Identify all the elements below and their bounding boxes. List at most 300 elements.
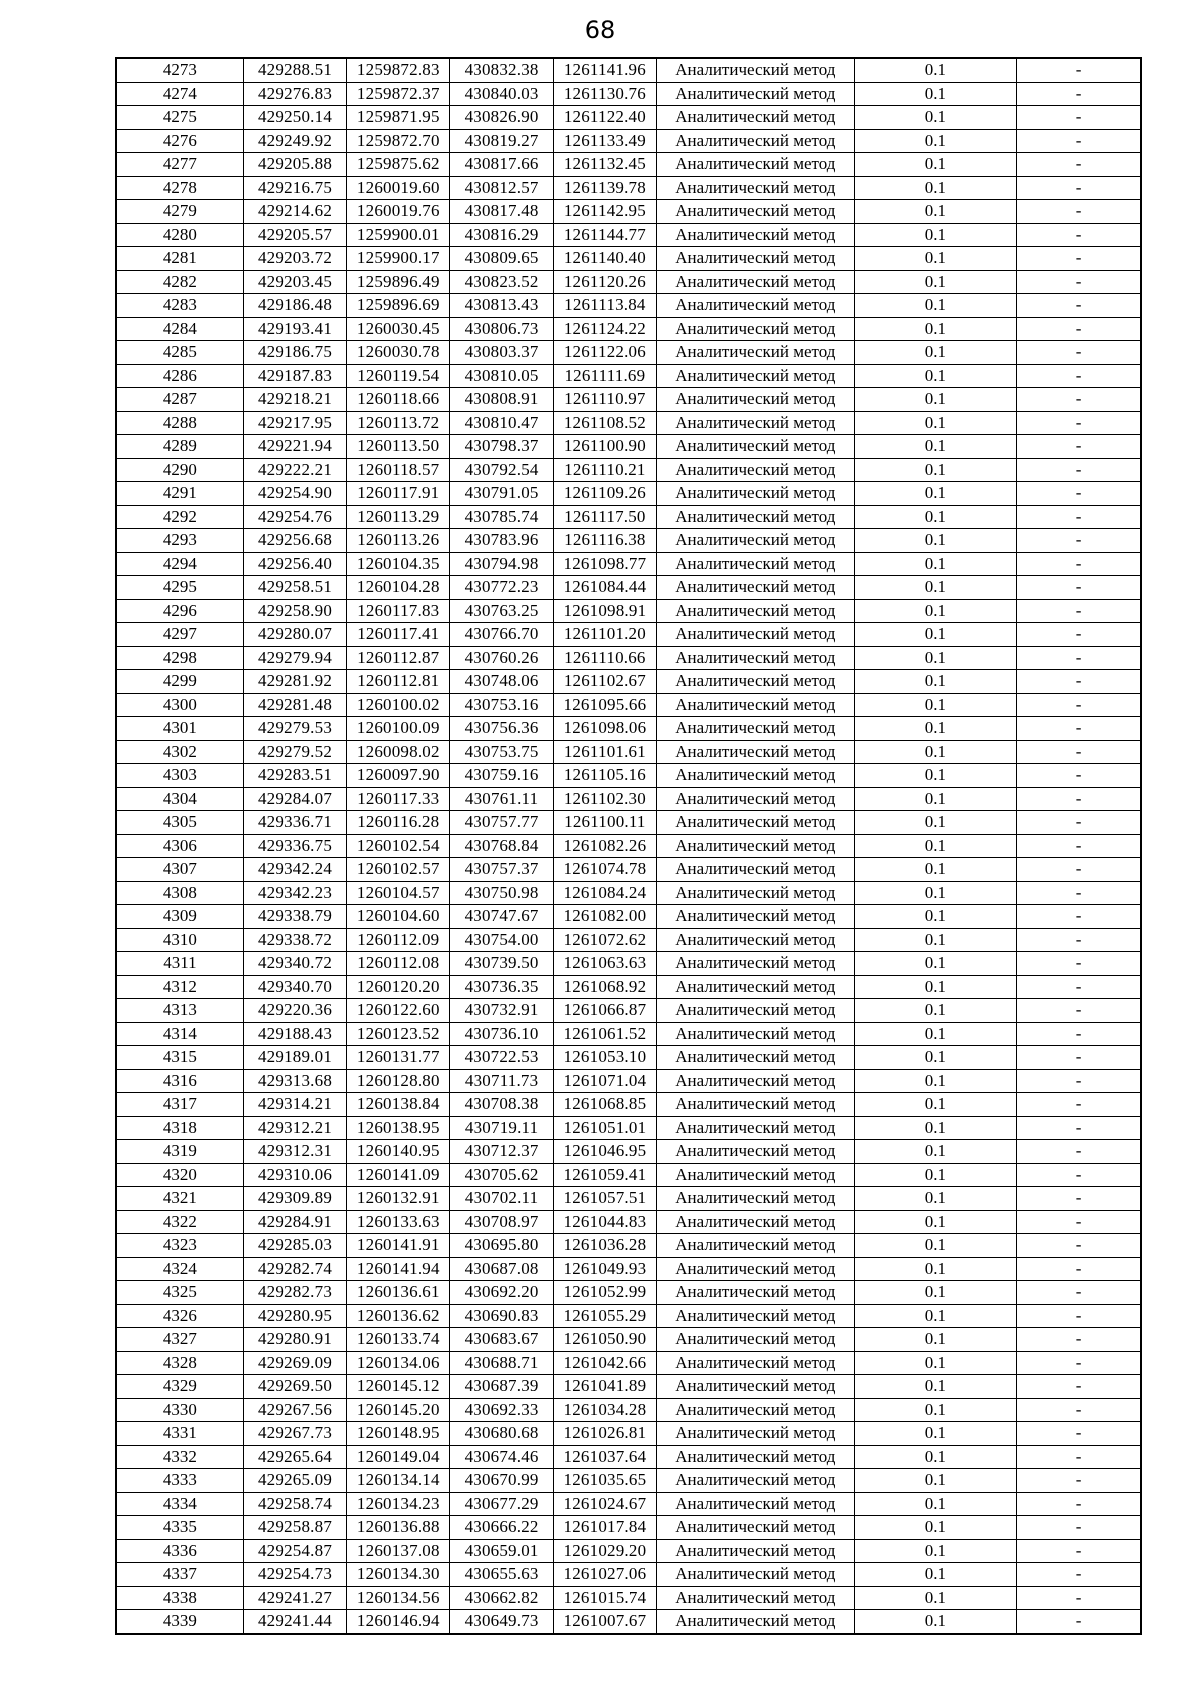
method-cell: Аналитический метод	[657, 482, 855, 506]
point-number-cell: 4319	[116, 1140, 243, 1164]
point-number-cell: 4280	[116, 223, 243, 247]
table-row	[116, 1375, 1141, 1399]
point-number-cell: 4273	[116, 58, 243, 82]
error-cell: 0.1	[854, 1140, 1016, 1164]
y2-cell: 1261071.04	[553, 1069, 656, 1093]
error-cell: 0.1	[854, 1539, 1016, 1563]
method-cell: Аналитический метод	[657, 1187, 855, 1211]
y2-cell: 1261111.69	[553, 364, 656, 388]
point-number-cell: 4329	[116, 1375, 243, 1399]
method-cell: Аналитический метод	[657, 223, 855, 247]
error-cell: 0.1	[854, 1093, 1016, 1117]
y2-cell: 1261035.65	[553, 1469, 656, 1493]
y2-cell: 1261046.95	[553, 1140, 656, 1164]
table-row	[116, 1140, 1141, 1164]
x2-cell: 430747.67	[450, 905, 553, 929]
y1-cell: 1260145.20	[347, 1398, 450, 1422]
y1-cell: 1260104.35	[347, 552, 450, 576]
point-number-cell: 4339	[116, 1610, 243, 1634]
error-cell: 0.1	[854, 1351, 1016, 1375]
x2-cell: 430690.83	[450, 1304, 553, 1328]
table-row	[116, 764, 1141, 788]
note-cell: -	[1017, 1022, 1141, 1046]
error-cell: 0.1	[854, 999, 1016, 1023]
note-cell: -	[1017, 764, 1141, 788]
note-cell: -	[1017, 1516, 1141, 1540]
x1-cell: 429267.73	[243, 1422, 346, 1446]
y2-cell: 1261116.38	[553, 529, 656, 553]
point-number-cell: 4324	[116, 1257, 243, 1281]
y1-cell: 1260141.09	[347, 1163, 450, 1187]
point-number-cell: 4335	[116, 1516, 243, 1540]
x1-cell: 429265.09	[243, 1469, 346, 1493]
x1-cell: 429221.94	[243, 435, 346, 459]
point-number-cell: 4281	[116, 247, 243, 271]
method-cell: Аналитический метод	[657, 1492, 855, 1516]
y1-cell: 1260138.84	[347, 1093, 450, 1117]
note-cell: -	[1017, 858, 1141, 882]
table-row	[116, 787, 1141, 811]
y1-cell: 1260119.54	[347, 364, 450, 388]
method-cell: Аналитический метод	[657, 670, 855, 694]
point-number-cell: 4286	[116, 364, 243, 388]
y1-cell: 1260146.94	[347, 1610, 450, 1634]
method-cell: Аналитический метод	[657, 1093, 855, 1117]
note-cell: -	[1017, 505, 1141, 529]
method-cell: Аналитический метод	[657, 529, 855, 553]
point-number-cell: 4308	[116, 881, 243, 905]
point-number-cell: 4289	[116, 435, 243, 459]
y1-cell: 1260133.74	[347, 1328, 450, 1352]
note-cell: -	[1017, 129, 1141, 153]
y1-cell: 1260112.87	[347, 646, 450, 670]
x1-cell: 429284.91	[243, 1210, 346, 1234]
x1-cell: 429282.73	[243, 1281, 346, 1305]
point-number-cell: 4283	[116, 294, 243, 318]
table-row	[116, 717, 1141, 741]
point-number-cell: 4274	[116, 82, 243, 106]
method-cell: Аналитический метод	[657, 905, 855, 929]
x1-cell: 429258.87	[243, 1516, 346, 1540]
x2-cell: 430768.84	[450, 834, 553, 858]
point-number-cell: 4322	[116, 1210, 243, 1234]
x2-cell: 430832.38	[450, 58, 553, 82]
x2-cell: 430826.90	[450, 106, 553, 130]
note-cell: -	[1017, 1234, 1141, 1258]
table-row	[116, 670, 1141, 694]
note-cell: -	[1017, 1069, 1141, 1093]
error-cell: 0.1	[854, 176, 1016, 200]
x2-cell: 430812.57	[450, 176, 553, 200]
method-cell: Аналитический метод	[657, 1610, 855, 1634]
x2-cell: 430791.05	[450, 482, 553, 506]
x2-cell: 430798.37	[450, 435, 553, 459]
point-number-cell: 4278	[116, 176, 243, 200]
y1-cell: 1260102.54	[347, 834, 450, 858]
error-cell: 0.1	[854, 1586, 1016, 1610]
error-cell: 0.1	[854, 223, 1016, 247]
note-cell: -	[1017, 670, 1141, 694]
y2-cell: 1261049.93	[553, 1257, 656, 1281]
table-row	[116, 82, 1141, 106]
y2-cell: 1261053.10	[553, 1046, 656, 1070]
y1-cell: 1260140.95	[347, 1140, 450, 1164]
error-cell: 0.1	[854, 717, 1016, 741]
method-cell: Аналитический метод	[657, 200, 855, 224]
y2-cell: 1261029.20	[553, 1539, 656, 1563]
x1-cell: 429256.40	[243, 552, 346, 576]
method-cell: Аналитический метод	[657, 717, 855, 741]
x2-cell: 430692.20	[450, 1281, 553, 1305]
x1-cell: 429280.07	[243, 623, 346, 647]
table-row	[116, 646, 1141, 670]
table-row	[116, 482, 1141, 506]
x2-cell: 430666.22	[450, 1516, 553, 1540]
error-cell: 0.1	[854, 740, 1016, 764]
y1-cell: 1260134.06	[347, 1351, 450, 1375]
note-cell: -	[1017, 341, 1141, 365]
y1-cell: 1260123.52	[347, 1022, 450, 1046]
x2-cell: 430680.68	[450, 1422, 553, 1446]
error-cell: 0.1	[854, 1257, 1016, 1281]
x2-cell: 430817.66	[450, 153, 553, 177]
method-cell: Аналитический метод	[657, 811, 855, 835]
point-number-cell: 4295	[116, 576, 243, 600]
method-cell: Аналитический метод	[657, 1234, 855, 1258]
x2-cell: 430803.37	[450, 341, 553, 365]
x2-cell: 430808.91	[450, 388, 553, 412]
note-cell: -	[1017, 364, 1141, 388]
table-row	[116, 1398, 1141, 1422]
method-cell: Аналитический метод	[657, 294, 855, 318]
x1-cell: 429338.79	[243, 905, 346, 929]
error-cell: 0.1	[854, 975, 1016, 999]
method-cell: Аналитический метод	[657, 999, 855, 1023]
x2-cell: 430719.11	[450, 1116, 553, 1140]
table-row	[116, 999, 1141, 1023]
method-cell: Аналитический метод	[657, 317, 855, 341]
note-cell: -	[1017, 176, 1141, 200]
x2-cell: 430670.99	[450, 1469, 553, 1493]
error-cell: 0.1	[854, 458, 1016, 482]
y1-cell: 1260120.20	[347, 975, 450, 999]
x1-cell: 429310.06	[243, 1163, 346, 1187]
y1-cell: 1260019.76	[347, 200, 450, 224]
x1-cell: 429216.75	[243, 176, 346, 200]
error-cell: 0.1	[854, 1163, 1016, 1187]
x2-cell: 430753.75	[450, 740, 553, 764]
method-cell: Аналитический метод	[657, 1163, 855, 1187]
table-row	[116, 905, 1141, 929]
method-cell: Аналитический метод	[657, 1422, 855, 1446]
y2-cell: 1261110.21	[553, 458, 656, 482]
y2-cell: 1261055.29	[553, 1304, 656, 1328]
y2-cell: 1261051.01	[553, 1116, 656, 1140]
y2-cell: 1261024.67	[553, 1492, 656, 1516]
x1-cell: 429312.21	[243, 1116, 346, 1140]
x2-cell: 430819.27	[450, 129, 553, 153]
y2-cell: 1261084.44	[553, 576, 656, 600]
y1-cell: 1260112.81	[347, 670, 450, 694]
table-row	[116, 928, 1141, 952]
y2-cell: 1261139.78	[553, 176, 656, 200]
method-cell: Аналитический метод	[657, 576, 855, 600]
x2-cell: 430674.46	[450, 1445, 553, 1469]
y2-cell: 1261120.26	[553, 270, 656, 294]
point-number-cell: 4288	[116, 411, 243, 435]
table-row	[116, 529, 1141, 553]
note-cell: -	[1017, 599, 1141, 623]
method-cell: Аналитический метод	[657, 388, 855, 412]
error-cell: 0.1	[854, 482, 1016, 506]
coordinates-table	[115, 57, 1142, 1635]
method-cell: Аналитический метод	[657, 341, 855, 365]
y1-cell: 1260128.80	[347, 1069, 450, 1093]
y1-cell: 1259872.37	[347, 82, 450, 106]
error-cell: 0.1	[854, 247, 1016, 271]
point-number-cell: 4331	[116, 1422, 243, 1446]
table-row	[116, 1328, 1141, 1352]
error-cell: 0.1	[854, 905, 1016, 929]
point-number-cell: 4291	[116, 482, 243, 506]
note-cell: -	[1017, 1469, 1141, 1493]
y2-cell: 1261007.67	[553, 1610, 656, 1634]
y2-cell: 1261057.51	[553, 1187, 656, 1211]
point-number-cell: 4304	[116, 787, 243, 811]
table-row	[116, 341, 1141, 365]
note-cell: -	[1017, 1351, 1141, 1375]
table-row	[116, 1586, 1141, 1610]
point-number-cell: 4314	[116, 1022, 243, 1046]
table-row	[116, 247, 1141, 271]
x2-cell: 430794.98	[450, 552, 553, 576]
y2-cell: 1261074.78	[553, 858, 656, 882]
x2-cell: 430840.03	[450, 82, 553, 106]
table-row	[116, 129, 1141, 153]
table-row	[116, 1492, 1141, 1516]
note-cell: -	[1017, 247, 1141, 271]
point-number-cell: 4302	[116, 740, 243, 764]
point-number-cell: 4336	[116, 1539, 243, 1563]
page-number: 68	[584, 16, 616, 44]
point-number-cell: 4312	[116, 975, 243, 999]
x2-cell: 430810.47	[450, 411, 553, 435]
method-cell: Аналитический метод	[657, 1586, 855, 1610]
method-cell: Аналитический метод	[657, 552, 855, 576]
y2-cell: 1261101.61	[553, 740, 656, 764]
x2-cell: 430649.73	[450, 1610, 553, 1634]
table-row	[116, 1022, 1141, 1046]
y2-cell: 1261105.16	[553, 764, 656, 788]
x1-cell: 429283.51	[243, 764, 346, 788]
x2-cell: 430739.50	[450, 952, 553, 976]
y2-cell: 1261027.06	[553, 1563, 656, 1587]
x1-cell: 429186.48	[243, 294, 346, 318]
y2-cell: 1261059.41	[553, 1163, 656, 1187]
table-row	[116, 693, 1141, 717]
x1-cell: 429241.27	[243, 1586, 346, 1610]
y1-cell: 1259896.69	[347, 294, 450, 318]
method-cell: Аналитический метод	[657, 1022, 855, 1046]
note-cell: -	[1017, 482, 1141, 506]
x2-cell: 430708.97	[450, 1210, 553, 1234]
note-cell: -	[1017, 82, 1141, 106]
error-cell: 0.1	[854, 1422, 1016, 1446]
error-cell: 0.1	[854, 576, 1016, 600]
table-row	[116, 576, 1141, 600]
point-number-cell: 4277	[116, 153, 243, 177]
y2-cell: 1261066.87	[553, 999, 656, 1023]
y1-cell: 1260113.50	[347, 435, 450, 459]
table-row	[116, 1046, 1141, 1070]
method-cell: Аналитический метод	[657, 458, 855, 482]
x1-cell: 429276.83	[243, 82, 346, 106]
y1-cell: 1260131.77	[347, 1046, 450, 1070]
coordinates-table-body	[116, 58, 1141, 1634]
note-cell: -	[1017, 1375, 1141, 1399]
note-cell: -	[1017, 411, 1141, 435]
note-cell: -	[1017, 1281, 1141, 1305]
point-number-cell: 4330	[116, 1398, 243, 1422]
table-row	[116, 1234, 1141, 1258]
y1-cell: 1260102.57	[347, 858, 450, 882]
method-cell: Аналитический метод	[657, 1257, 855, 1281]
x2-cell: 430677.29	[450, 1492, 553, 1516]
method-cell: Аналитический метод	[657, 928, 855, 952]
x1-cell: 429258.90	[243, 599, 346, 623]
note-cell: -	[1017, 294, 1141, 318]
note-cell: -	[1017, 928, 1141, 952]
x1-cell: 429250.14	[243, 106, 346, 130]
table-row	[116, 623, 1141, 647]
table-row	[116, 1563, 1141, 1587]
y1-cell: 1260112.08	[347, 952, 450, 976]
method-cell: Аналитический метод	[657, 176, 855, 200]
error-cell: 0.1	[854, 294, 1016, 318]
table-row	[116, 1445, 1141, 1469]
point-number-cell: 4327	[116, 1328, 243, 1352]
method-cell: Аналитический метод	[657, 1469, 855, 1493]
x2-cell: 430785.74	[450, 505, 553, 529]
x1-cell: 429189.01	[243, 1046, 346, 1070]
x1-cell: 429314.21	[243, 1093, 346, 1117]
y1-cell: 1260136.62	[347, 1304, 450, 1328]
x2-cell: 430753.16	[450, 693, 553, 717]
table-row	[116, 1210, 1141, 1234]
table-row	[116, 505, 1141, 529]
method-cell: Аналитический метод	[657, 82, 855, 106]
y1-cell: 1260117.91	[347, 482, 450, 506]
x1-cell: 429342.23	[243, 881, 346, 905]
note-cell: -	[1017, 623, 1141, 647]
error-cell: 0.1	[854, 317, 1016, 341]
point-number-cell: 4298	[116, 646, 243, 670]
y2-cell: 1261102.67	[553, 670, 656, 694]
point-number-cell: 4313	[116, 999, 243, 1023]
point-number-cell: 4309	[116, 905, 243, 929]
x1-cell: 429217.95	[243, 411, 346, 435]
note-cell: -	[1017, 740, 1141, 764]
y1-cell: 1260104.28	[347, 576, 450, 600]
y2-cell: 1261110.66	[553, 646, 656, 670]
y2-cell: 1261082.26	[553, 834, 656, 858]
point-number-cell: 4303	[116, 764, 243, 788]
x1-cell: 429280.95	[243, 1304, 346, 1328]
table-row	[116, 388, 1141, 412]
note-cell: -	[1017, 1210, 1141, 1234]
note-cell: -	[1017, 223, 1141, 247]
method-cell: Аналитический метод	[657, 1375, 855, 1399]
x1-cell: 429269.09	[243, 1351, 346, 1375]
method-cell: Аналитический метод	[657, 1539, 855, 1563]
note-cell: -	[1017, 1563, 1141, 1587]
y2-cell: 1261132.45	[553, 153, 656, 177]
y1-cell: 1260113.72	[347, 411, 450, 435]
error-cell: 0.1	[854, 435, 1016, 459]
note-cell: -	[1017, 881, 1141, 905]
point-number-cell: 4276	[116, 129, 243, 153]
method-cell: Аналитический метод	[657, 1281, 855, 1305]
method-cell: Аналитический метод	[657, 952, 855, 976]
method-cell: Аналитический метод	[657, 1304, 855, 1328]
table-row	[116, 881, 1141, 905]
method-cell: Аналитический метод	[657, 1328, 855, 1352]
x2-cell: 430687.08	[450, 1257, 553, 1281]
error-cell: 0.1	[854, 153, 1016, 177]
point-number-cell: 4325	[116, 1281, 243, 1305]
x1-cell: 429187.83	[243, 364, 346, 388]
point-number-cell: 4307	[116, 858, 243, 882]
point-number-cell: 4320	[116, 1163, 243, 1187]
point-number-cell: 4290	[116, 458, 243, 482]
note-cell: -	[1017, 1257, 1141, 1281]
y2-cell: 1261084.24	[553, 881, 656, 905]
x1-cell: 429254.87	[243, 1539, 346, 1563]
note-cell: -	[1017, 200, 1141, 224]
table-row	[116, 1069, 1141, 1093]
y2-cell: 1261068.85	[553, 1093, 656, 1117]
x1-cell: 429254.76	[243, 505, 346, 529]
x2-cell: 430806.73	[450, 317, 553, 341]
x1-cell: 429279.53	[243, 717, 346, 741]
table-row	[116, 1093, 1141, 1117]
x1-cell: 429342.24	[243, 858, 346, 882]
y1-cell: 1260097.90	[347, 764, 450, 788]
point-number-cell: 4306	[116, 834, 243, 858]
table-row	[116, 1187, 1141, 1211]
x2-cell: 430736.10	[450, 1022, 553, 1046]
y2-cell: 1261100.11	[553, 811, 656, 835]
note-cell: -	[1017, 388, 1141, 412]
error-cell: 0.1	[854, 270, 1016, 294]
x1-cell: 429214.62	[243, 200, 346, 224]
table-row	[116, 1422, 1141, 1446]
y1-cell: 1260113.26	[347, 529, 450, 553]
error-cell: 0.1	[854, 881, 1016, 905]
point-number-cell: 4334	[116, 1492, 243, 1516]
y2-cell: 1261061.52	[553, 1022, 656, 1046]
table-row	[116, 1304, 1141, 1328]
table-row	[116, 975, 1141, 999]
y1-cell: 1260141.94	[347, 1257, 450, 1281]
x2-cell: 430816.29	[450, 223, 553, 247]
method-cell: Аналитический метод	[657, 599, 855, 623]
note-cell: -	[1017, 1422, 1141, 1446]
table-row	[116, 740, 1141, 764]
x2-cell: 430695.80	[450, 1234, 553, 1258]
x1-cell: 429279.52	[243, 740, 346, 764]
table-row	[116, 1516, 1141, 1540]
